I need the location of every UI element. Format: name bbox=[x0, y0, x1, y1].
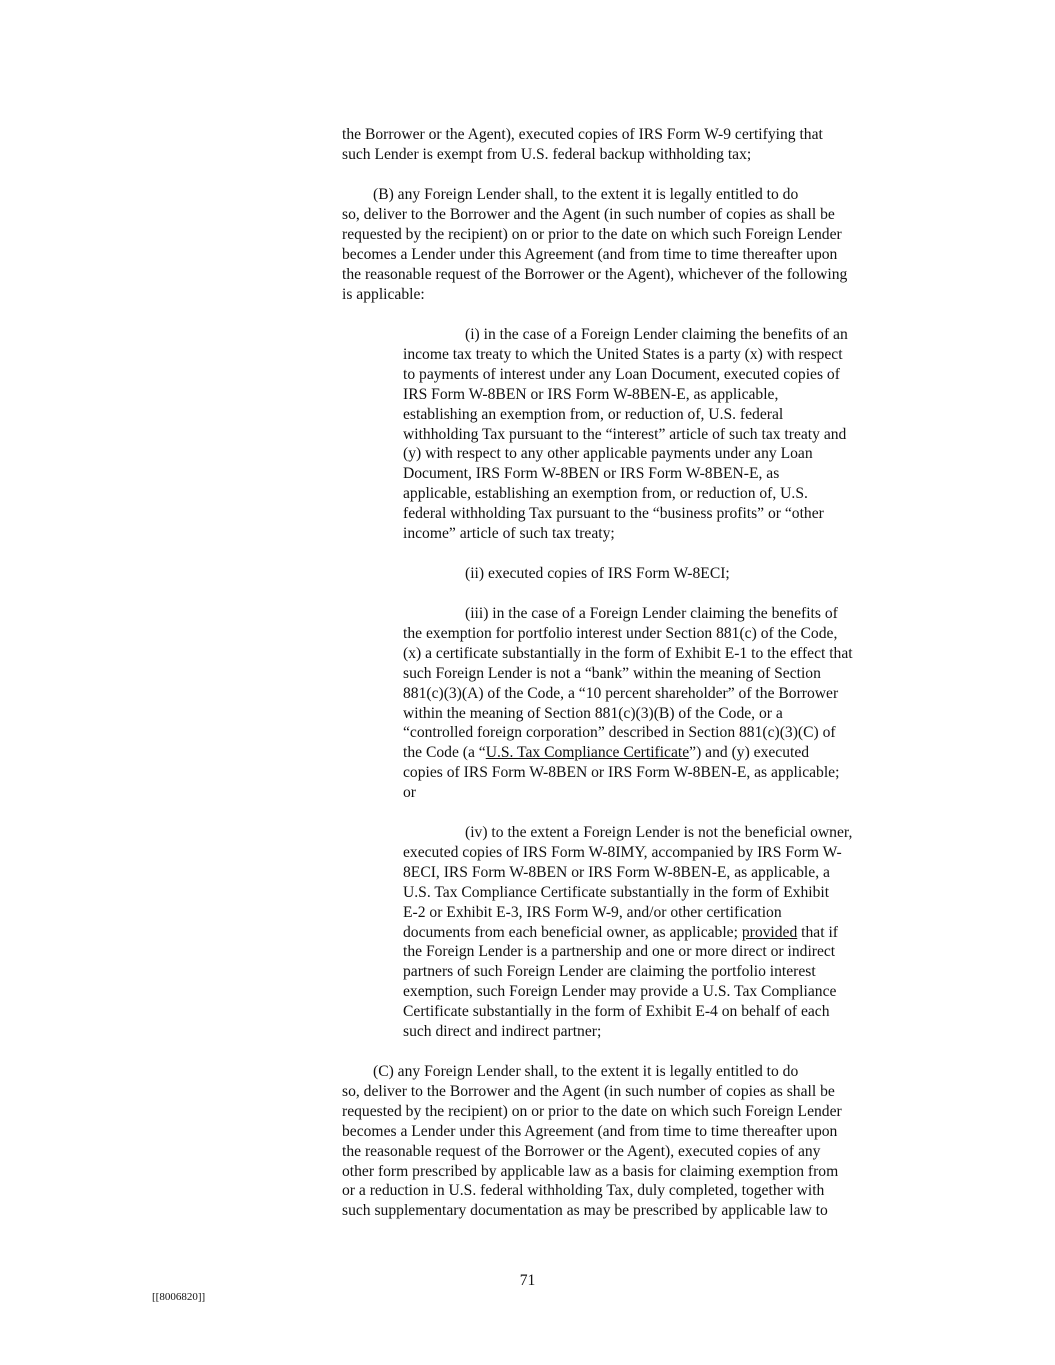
text-line: federal withholding Tax pursuant to the “business profits” or “other bbox=[403, 505, 824, 523]
page-number: 71 bbox=[519, 1272, 536, 1289]
text-line: such direct and indirect partner; bbox=[403, 1023, 602, 1041]
text-line: to payments of interest under any Loan Document, executed copies of bbox=[403, 365, 840, 383]
text-line: the Borrower or the Agent), executed copies of IRS Form W-9 certifying that bbox=[342, 126, 823, 143]
text-line: so, deliver to the Borrower and the Agent (in such number of copies as shall be bbox=[342, 205, 835, 223]
text-line: (ii) executed copies of IRS Form W-8ECI; bbox=[465, 565, 730, 582]
text-line: executed copies of IRS Form W-8IMY, accompanied by IRS Form W- bbox=[403, 843, 842, 861]
subparagraph-i bbox=[403, 325, 903, 544]
text-line: such Lender is exempt from U.S. federal backup withholding tax; bbox=[342, 145, 752, 163]
text-line: requested by the recipient) on or prior to the date on which such Foreign Lender bbox=[342, 1102, 842, 1120]
paragraph-continuation bbox=[342, 125, 904, 165]
text-line: so, deliver to the Borrower and the Agent (in such number of copies as shall be bbox=[342, 1082, 835, 1100]
text-line: the reasonable request of the Borrower or the Agent), whichever of the following bbox=[342, 265, 848, 283]
text-line: (iii) in the case of a Foreign Lender claiming the benefits of bbox=[465, 605, 838, 622]
text-fragment: the Code (a “ bbox=[403, 744, 486, 762]
text-fragment: that if bbox=[797, 923, 838, 941]
text-line: partners of such Foreign Lender are claiming the portfolio interest bbox=[403, 963, 816, 981]
text-line: exemption, such Foreign Lender may provide a U.S. Tax Compliance bbox=[403, 983, 837, 1001]
text-line: the exemption for portfolio interest under Section 881(c) of the Code, bbox=[403, 624, 838, 642]
defined-term: U.S. Tax Compliance Certificate bbox=[485, 744, 690, 762]
text-line: 881(c)(3)(A) of the Code, a “10 percent shareholder” of the Borrower bbox=[403, 684, 839, 702]
text-line: becomes a Lender under this Agreement (and from time to time thereafter upon bbox=[342, 1122, 838, 1140]
text-line: (i) in the case of a Foreign Lender claiming the benefits of an bbox=[465, 326, 848, 343]
text-line: Document, IRS Form W-8BEN or IRS Form W-8BEN-E, as bbox=[403, 465, 780, 483]
text-line: other form prescribed by applicable law as a basis for claiming exemption from bbox=[342, 1162, 839, 1180]
text-line bbox=[403, 923, 903, 943]
text-line: 8ECI, IRS Form W-8BEN or IRS Form W-8BEN-E, as applicable, a bbox=[403, 863, 830, 881]
text-fragment: documents from each beneficial owner, as applicable; bbox=[403, 923, 742, 941]
text-line: (B) any Foreign Lender shall, to the extent it is legally entitled to do bbox=[373, 186, 799, 203]
paragraph-b bbox=[342, 185, 904, 304]
text-line: (x) a certificate substantially in the form of Exhibit E-1 to the effect that bbox=[403, 644, 853, 662]
text-line: copies of IRS Form W-8BEN or IRS Form W-8BEN-E, as applicable; bbox=[403, 764, 840, 782]
defined-term: provided bbox=[741, 923, 798, 941]
text-line: (y) with respect to any other applicable payments under any Loan bbox=[403, 445, 813, 463]
text-line: (C) any Foreign Lender shall, to the extent it is legally entitled to do bbox=[373, 1063, 799, 1080]
paragraph-c bbox=[342, 1062, 904, 1221]
text-line: U.S. Tax Compliance Certificate substantially in the form of Exhibit bbox=[403, 883, 830, 901]
text-line: the Foreign Lender is a partnership and one or more direct or indirect bbox=[403, 943, 836, 961]
text-line: or a reduction in U.S. federal withholding Tax, duly completed, together with bbox=[342, 1182, 825, 1200]
document-id: [[8006820]] bbox=[152, 1291, 206, 1303]
text-line: income” article of such tax treaty; bbox=[403, 525, 615, 543]
text-line: establishing an exemption from, or reduction of, U.S. federal bbox=[403, 405, 784, 423]
text-line: withholding Tax pursuant to the “interest” article of such tax treaty and bbox=[403, 425, 847, 443]
text-line: (iv) to the extent a Foreign Lender is not the beneficial owner, bbox=[465, 824, 853, 841]
subparagraph-ii bbox=[403, 564, 903, 584]
text-line: within the meaning of Section 881(c)(3)(B) of the Code, or a bbox=[403, 704, 783, 722]
text-line: becomes a Lender under this Agreement (and from time to time thereafter upon bbox=[342, 245, 838, 263]
text-line: requested by the recipient) on or prior to the date on which such Foreign Lender bbox=[342, 225, 842, 243]
text-line: the reasonable request of the Borrower or the Agent), executed copies of any bbox=[342, 1142, 821, 1160]
text-line: Certificate substantially in the form of Exhibit E-4 on behalf of each bbox=[403, 1003, 830, 1021]
text-line: or bbox=[403, 784, 416, 802]
text-line: E-2 or Exhibit E-3, IRS Form W-9, and/or other certification bbox=[403, 903, 782, 921]
text-line bbox=[403, 743, 903, 763]
text-line: is applicable: bbox=[342, 285, 425, 303]
subparagraph-iii bbox=[403, 604, 903, 803]
subparagraph-iv bbox=[403, 823, 903, 1042]
text-line: such Foreign Lender is not a “bank” within the meaning of Section bbox=[403, 664, 821, 682]
text-line: IRS Form W-8BEN or IRS Form W-8BEN-E, as applicable, bbox=[403, 385, 779, 403]
text-line: income tax treaty to which the United States is a party (x) with respect bbox=[403, 345, 843, 363]
text-line: “controlled foreign corporation” described in Section 881(c)(3)(C) of bbox=[403, 724, 836, 742]
text-line: applicable, establishing an exemption from, or reduction of, U.S. bbox=[403, 485, 808, 503]
text-line: such supplementary documentation as may be prescribed by applicable law to bbox=[342, 1202, 828, 1220]
text-fragment: ”) and (y) executed bbox=[689, 744, 810, 762]
